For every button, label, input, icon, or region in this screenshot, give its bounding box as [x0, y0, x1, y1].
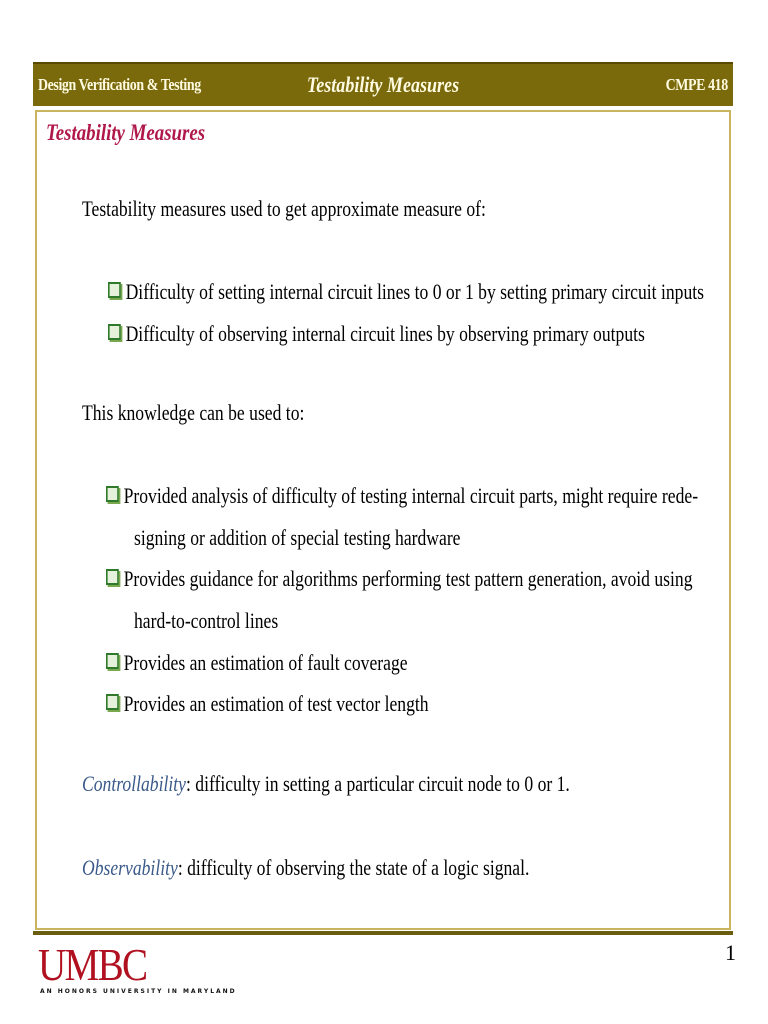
use-item-2-cont: hard-to-control lines [134, 608, 279, 633]
observability-text: : difficulty of observing the state of a logic signal. [177, 855, 530, 880]
header-bar [33, 62, 733, 106]
observability-term: Observability [82, 855, 178, 880]
intro-text: Testability measures used to get approximate measure of: [82, 196, 486, 221]
controllability-term: Controllability [82, 771, 186, 796]
umbc-logo: UMBC [38, 939, 147, 990]
use-item-text: Provides guidance for algorithms performing test pattern generation, avoid using [123, 566, 693, 591]
checkbox-bullet-icon [106, 569, 119, 585]
controllability-definition [82, 771, 570, 797]
slide-title: Testability Measures [46, 120, 206, 145]
observability-definition [82, 855, 529, 881]
measure-item-text: Difficulty of setting internal circuit lines to 0 or 1 by setting primary circuit inputs [125, 279, 705, 304]
checkbox-bullet-icon [108, 282, 121, 298]
header-topic: Testability Measures [306, 72, 460, 97]
checkbox-bullet-icon [106, 653, 119, 669]
use-item-text: Provides an estimation of fault coverage [123, 650, 408, 675]
checkbox-bullet-icon [106, 486, 119, 502]
umbc-tagline: AN HONORS UNIVERSITY IN MARYLAND [40, 988, 237, 995]
use-item-1-cont: signing or addition of special testing hardware [134, 525, 461, 550]
controllability-text: : difficulty in setting a particular circuit node to 0 or 1. [185, 771, 570, 796]
use-item-1 [106, 483, 698, 509]
use-item-text: Provided analysis of difficulty of testing internal circuit parts, might require rede- [123, 483, 699, 508]
content-frame [35, 110, 731, 930]
use-item-2 [106, 566, 693, 592]
checkbox-bullet-icon [106, 694, 119, 710]
use-item-text: Provides an estimation of test vector length [123, 691, 429, 716]
bottom-rule [33, 931, 733, 935]
measure-item-2 [108, 321, 645, 347]
measure-item-1 [108, 279, 704, 305]
uses-intro-text: This knowledge can be used to: [82, 400, 305, 425]
page-number: 1 [725, 940, 736, 965]
use-item-4 [106, 691, 429, 717]
course-code: CMPE 418 [665, 75, 728, 94]
use-item-3 [106, 650, 408, 676]
checkbox-bullet-icon [108, 324, 121, 340]
measure-item-text: Difficulty of observing internal circuit lines by observing primary outputs [125, 321, 645, 346]
course-title: Design Verification & Testing [38, 75, 201, 94]
